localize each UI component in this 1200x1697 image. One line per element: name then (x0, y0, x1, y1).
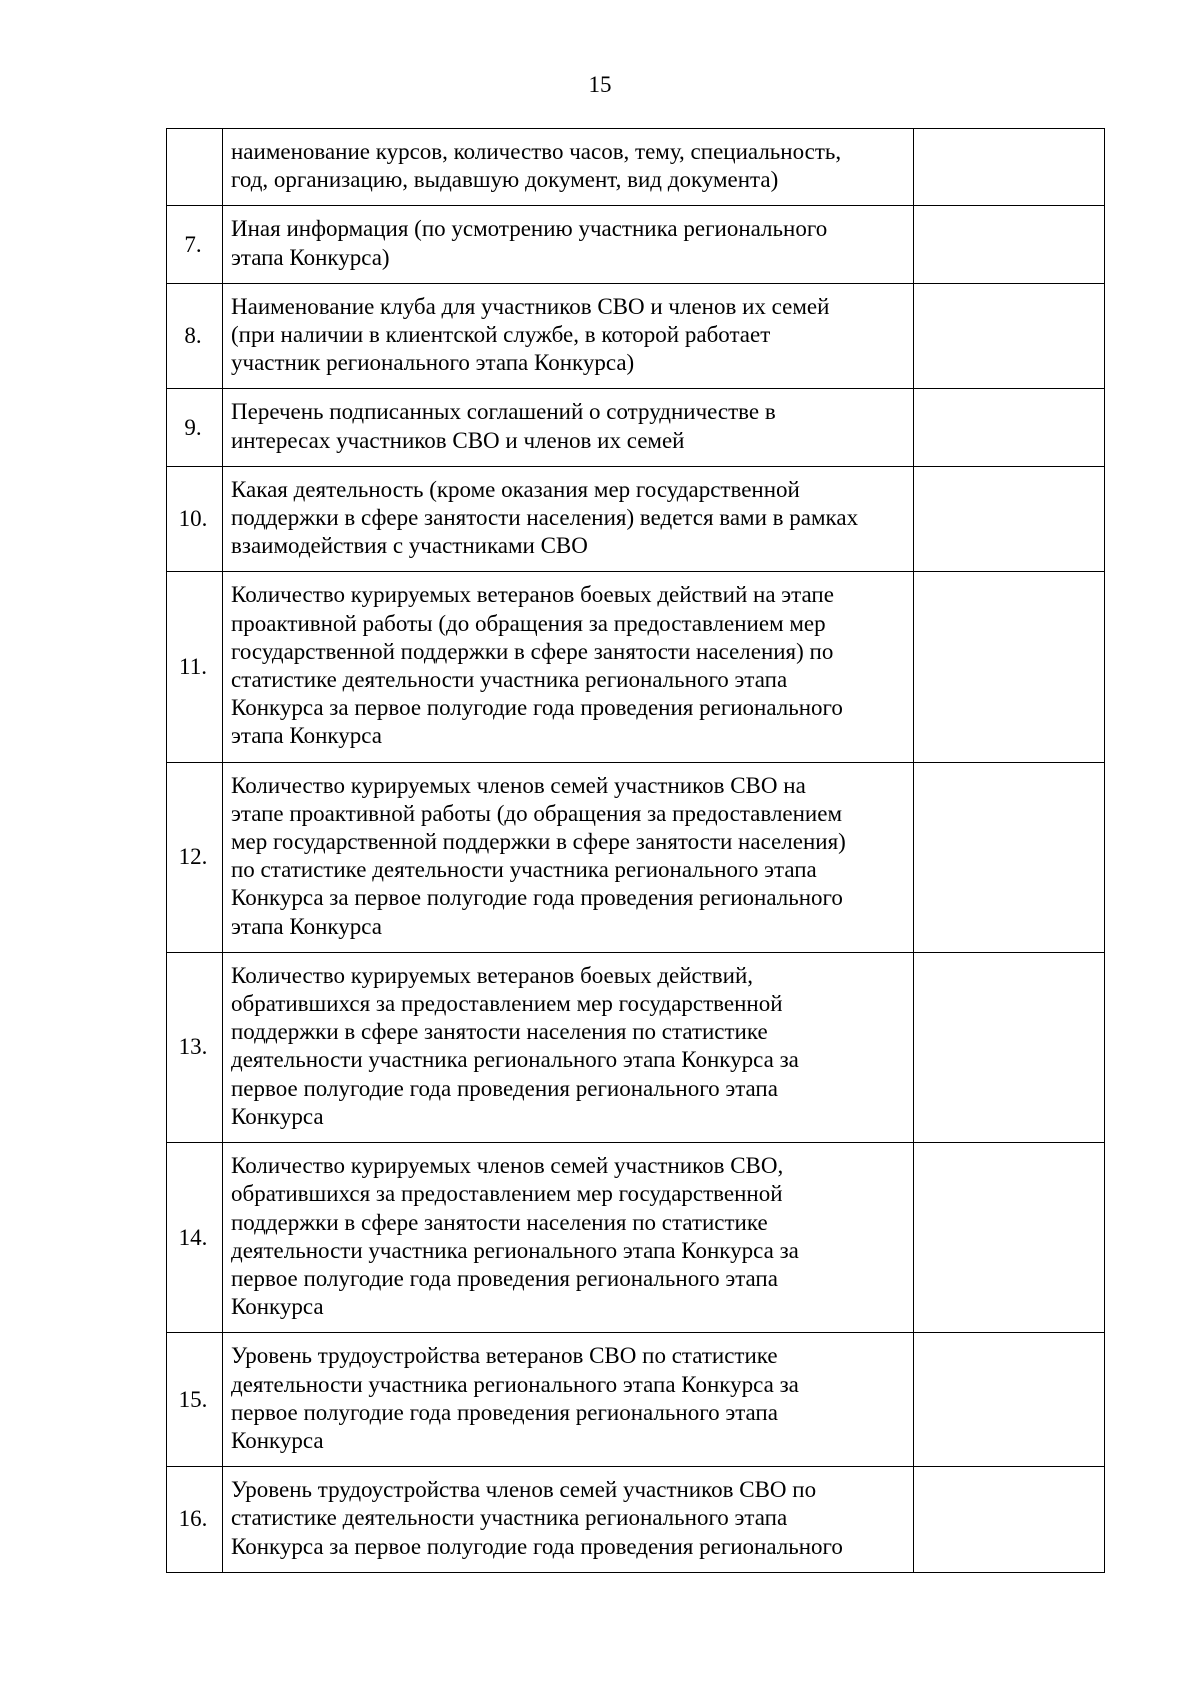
criterion-text-line: этапе проактивной работы (до обращения за предоставлением (231, 800, 843, 826)
table-body (167, 129, 1105, 1573)
row-number-cell (167, 389, 223, 466)
criterion-text-line: участник регионального этапа Конкурса) (231, 350, 635, 376)
criterion-text-line: статистике деятельности участника регионального этапа (231, 1505, 788, 1531)
row-number: 11. (179, 653, 207, 679)
criterion-text-line: Количество курируемых членов семей участников СВО, (231, 1153, 784, 1179)
criterion-text-cell (223, 762, 914, 952)
criterion-text-line: этапа Конкурса (231, 723, 382, 749)
criterion-text-line: обратившихся за предоставлением мер государственной (231, 991, 783, 1017)
value-cell (914, 466, 1105, 572)
criterion-text-cell (223, 283, 914, 389)
criterion-text-line: Какая деятельность (кроме оказания мер государственной (231, 476, 800, 502)
criterion-text-line: Количество курируемых членов семей участников СВО на (231, 772, 806, 798)
criterion-text-line: этапа Конкурса) (231, 244, 390, 270)
criterion-text-line: Конкурса (231, 1427, 324, 1453)
row-number: 16. (178, 1506, 208, 1532)
value-cell (914, 762, 1105, 952)
criterion-text-line: Уровень трудоустройства членов семей участников СВО по (231, 1477, 817, 1503)
table-row (167, 466, 1105, 572)
row-number: 14. (178, 1224, 208, 1250)
row-number-cell (167, 572, 223, 762)
value-cell (914, 1333, 1105, 1467)
criterion-text-line: по статистике деятельности участника регионального этапа (231, 857, 817, 883)
criterion-text-line: деятельности участника регионального этапа Конкурса за (231, 1371, 799, 1397)
page-number: 15 (588, 72, 612, 97)
value-cell (914, 283, 1105, 389)
criterion-text-line: Количество курируемых ветеранов боевых действий на этапе (231, 582, 834, 608)
criterion-text-cell (223, 572, 914, 762)
row-number: 12. (178, 844, 208, 870)
row-number-cell (167, 129, 223, 206)
criterion-text-cell (223, 389, 914, 466)
criterion-text-line: взаимодействия с участниками СВО (231, 533, 588, 559)
criterion-text-line: обратившихся за предоставлением мер государственной (231, 1181, 783, 1207)
row-number-cell (167, 952, 223, 1142)
criteria-table (166, 128, 1105, 1573)
criterion-text-cell (223, 1467, 914, 1573)
table-row (167, 1143, 1105, 1333)
value-cell (914, 206, 1105, 283)
criterion-text-cell (223, 206, 914, 283)
criterion-text-line: Перечень подписанных соглашений о сотрудничестве в (231, 399, 776, 425)
criterion-text-line: деятельности участника регионального этапа Конкурса за (231, 1237, 799, 1263)
criterion-text-line: статистике деятельности участника регионального этапа (231, 667, 788, 693)
criterion-text-line: поддержки в сфере занятости населения по статистике (231, 1019, 768, 1045)
criterion-text-line: первое полугодие года проведения регионального этапа (231, 1075, 778, 1101)
criterion-text-line: Конкурса (231, 1294, 324, 1320)
criterion-text-line: первое полугодие года проведения регионального этапа (231, 1399, 778, 1425)
row-number-cell (167, 283, 223, 389)
criterion-text-cell (223, 466, 914, 572)
value-cell (914, 389, 1105, 466)
criterion-text-line: Конкурса за первое полугодие года проведения регионального (231, 695, 843, 721)
criterion-text-cell (223, 129, 914, 206)
criterion-text-line: Количество курируемых ветеранов боевых действий, (231, 962, 754, 988)
criterion-text-cell (223, 952, 914, 1142)
table-row (167, 1333, 1105, 1467)
row-number-cell (167, 1333, 223, 1467)
table-row (167, 389, 1105, 466)
row-number: 8. (184, 323, 202, 349)
row-number-cell (167, 1143, 223, 1333)
value-cell (914, 572, 1105, 762)
table-row (167, 206, 1105, 283)
criterion-text-line: Конкурса за первое полугодие года проведения регионального (231, 1533, 843, 1559)
value-cell (914, 129, 1105, 206)
criterion-text-line: проактивной работы (до обращения за предоставлением мер (231, 610, 826, 636)
criterion-text-line: государственной поддержки в сфере занятости населения) по (231, 638, 834, 664)
criterion-text-line: поддержки в сфере занятости населения по статистике (231, 1209, 768, 1235)
row-number-cell (167, 206, 223, 283)
row-number: 15. (178, 1386, 208, 1412)
criterion-text-cell (223, 1333, 914, 1467)
criterion-text-line: (при наличии в клиентской службе, в которой работает (231, 322, 771, 348)
criterion-text-line: деятельности участника регионального этапа Конкурса за (231, 1047, 799, 1073)
row-number: 9. (184, 414, 202, 440)
criterion-text-line: поддержки в сфере занятости населения) ведется вами в рамках (231, 505, 859, 531)
criterion-text-cell (223, 1143, 914, 1333)
row-number-cell (167, 1467, 223, 1573)
criterion-text-line: Наименование клуба для участников СВО и членов их семей (231, 293, 830, 319)
criterion-text-line: Уровень трудоустройства ветеранов СВО по статистике (231, 1343, 778, 1369)
criterion-text-line: интересах участников СВО и членов их семей (231, 427, 685, 453)
criterion-text-line: год, организацию, выдавшую документ, вид документа) (231, 167, 779, 193)
value-cell (914, 1467, 1105, 1573)
value-cell (914, 1143, 1105, 1333)
table-row (167, 952, 1105, 1142)
table-row (167, 129, 1105, 206)
row-number-cell (167, 466, 223, 572)
row-number-cell (167, 762, 223, 952)
criterion-text-line: Конкурса за первое полугодие года проведения регионального (231, 885, 843, 911)
table-row (167, 283, 1105, 389)
table-row (167, 762, 1105, 952)
row-number: 13. (178, 1034, 208, 1060)
criterion-text-line: первое полугодие года проведения регионального этапа (231, 1265, 778, 1291)
value-cell (914, 952, 1105, 1142)
table-row (167, 572, 1105, 762)
criterion-text-line: этапа Конкурса (231, 913, 382, 939)
criterion-text-line: Конкурса (231, 1103, 324, 1129)
criterion-text-line: Иная информация (по усмотрению участника регионального (231, 216, 828, 242)
row-number: 7. (184, 231, 202, 257)
criterion-text-line: наименование курсов, количество часов, тему, специальность, (231, 139, 842, 164)
table-row (167, 1467, 1105, 1573)
row-number: 10. (178, 506, 208, 532)
criterion-text-line: мер государственной поддержки в сфере занятости населения) (231, 829, 846, 855)
